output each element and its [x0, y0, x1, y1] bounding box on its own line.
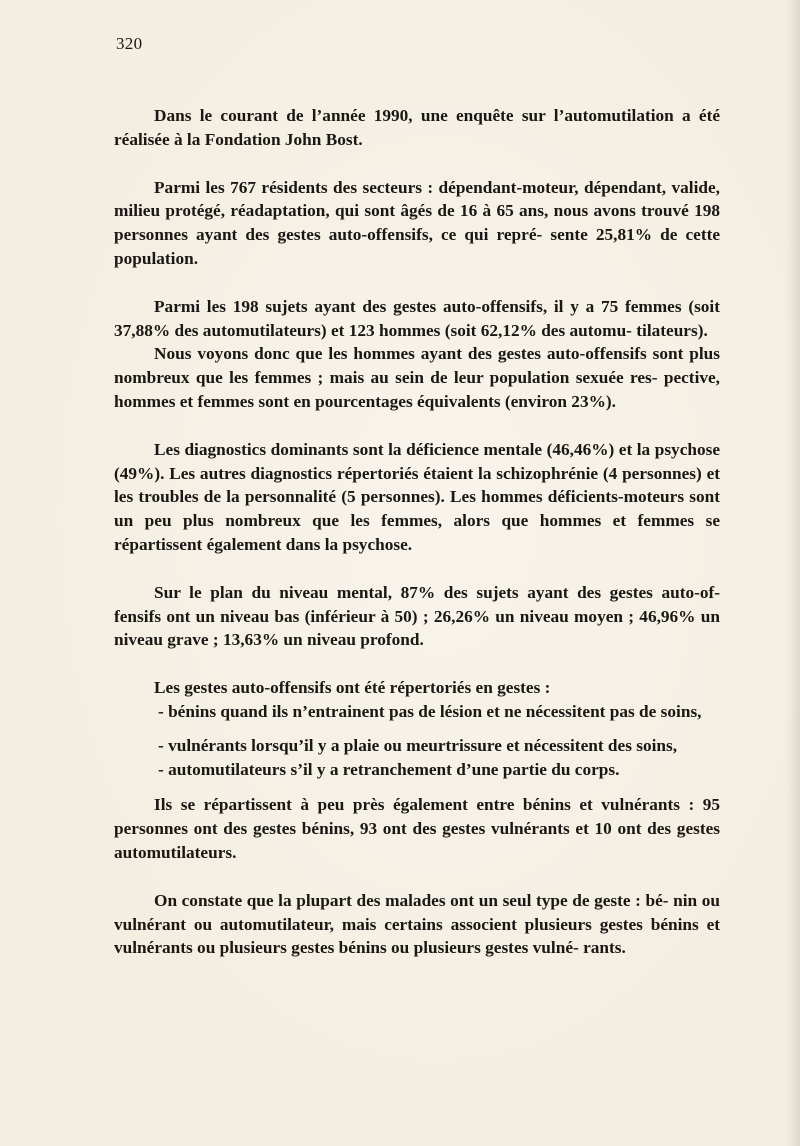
paragraph-gender-conclusion: Nous voyons donc que les hommes ayant des gestes auto-offensifs sont plus nombreux que les femmes ; mais au sein de leur population sexuée res- pective, hommes et femmes sont en pourcentages équivalents (environ 23%). — [114, 344, 720, 411]
list-item-wounding: - vulnérants lorsqu’il y a plaie ou meurtrissure et nécessitent des soins, — [158, 735, 678, 755]
paragraph-mental-level: Sur le plan du niveau mental, 87% des sujets ayant des gestes auto-of- fensifs ont un niveau bas (inférieur à 50) ; 26,26% un niveau moyen ; 46,96% un niveau grave ; 13,63% un niveau profond. — [114, 582, 720, 650]
page-number: 320 — [116, 34, 143, 53]
paragraph-conclusion: On constate que la plupart des malades ont un seul type de geste : bé- nin ou vulnérant ou automutilateur, mais certains associent plusieurs gestes bénins et vulnérants ou plusieurs gestes bénins ou plusieurs gestes vulné- rants. — [114, 890, 720, 958]
paragraph-survey-intro: Dans le courant de l’année 1990, une enquête sur l’automutilation a été réalisée à la Fondation John Bost. — [114, 106, 720, 149]
body-text — [114, 104, 720, 960]
paragraph-residents: Parmi les 767 résidents des secteurs : dépendant-moteur, dépendant, valide, milieu protégé, réadaptation, qui sont âgés de 16 à 65 ans, nous avons trouvé 198 personnes ayant des gestes auto-offensifs, ce qui repré- sente 25,81% de cette population. — [114, 177, 721, 268]
page-edge-shadow — [786, 0, 800, 1146]
paragraph-diagnostics: Les diagnostics dominants sont la déficience mentale (46,46%) et la psychose (49%). Les autres diagnostics répertoriés étaient la schizophrénie (4 personnes) et les troubles de la personnalité (5 personnes). Les hommes déficients-moteurs sont un peu plus nombreux que les femmes, alors que hommes et femmes se répartissent également dans la psychose. — [114, 439, 721, 554]
list-item-benign: - bénins quand ils n’entrainent pas de lésion et ne nécessitent pas de soins, — [158, 701, 702, 721]
paragraph-distribution: Ils se répartissent à peu près également entre bénins et vulnérants : 95 personnes ont des gestes bénins, 93 ont des gestes vulnérants et 10 ont des gestes automutilateurs. — [114, 795, 720, 862]
list-item-self-mutilating: - automutilateurs s’il y a retranchement d’une partie du corps. — [158, 759, 620, 779]
paragraph-gender-split: Parmi les 198 sujets ayant des gestes auto-offensifs, il y a 75 femmes (soit 37,88% des automutilateurs) et 123 hommes (soit 62,12% des automu- tilateurs). — [114, 296, 720, 340]
paragraph-gesture-categories: Les gestes auto-offensifs ont été répertoriés en gestes : — [154, 678, 551, 698]
